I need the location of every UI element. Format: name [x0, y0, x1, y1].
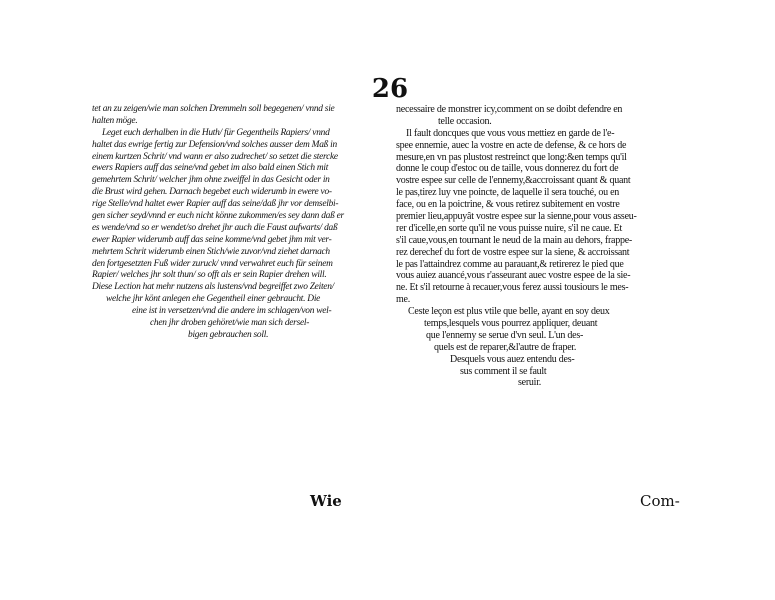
text-line: Diese Lection hat mehr nutzens als lustens/vnd begreiffet zwo Zeiten/ — [92, 282, 335, 293]
text-line: telle occasion. — [438, 115, 492, 127]
text-line: necessaire de monstrer icy,comment on se doibt defendre en — [396, 104, 623, 115]
text-line: halten möge. — [92, 115, 138, 126]
text-line: sus comment il se fault — [460, 365, 547, 377]
text-line: Rapier/ welches jhr solt thun/ so offt als er sein Rapier drehen will. — [92, 270, 327, 281]
text-line: quels est de reparer,&l'autre de fraper. — [434, 341, 577, 353]
text-line: chen jhr droben gehöret/wie man sich dersel- — [150, 318, 310, 329]
german-text-column — [92, 104, 392, 342]
text-line: vostre espee sur celle de l'ennemy,&accroissant quant & quant — [396, 175, 631, 187]
text-line: que l'ennemy se serue d'vn seul. L'un des- — [426, 329, 584, 341]
text-line: ne. Et s'il retourne à recauer,vous ferez aussi tousiours le mes- — [396, 282, 629, 294]
text-line: rige Stelle/vnd haltet ewer Rapier auff das seine/daß jhr vor demselbi- — [92, 199, 339, 210]
text-line: gemehrtem Schrit/ welcher jhm ohne zweiffel in das Gesicht oder in — [92, 175, 330, 186]
text-line: face, ou en la poictrine, & vous retirez subitement en vostre — [396, 199, 620, 211]
text-line: mehrtem Schrit widerumb einen Stich/wie zuvor/vnd ziehet darnach — [92, 246, 330, 257]
text-line: bigen gebrauchen soll. — [188, 329, 269, 340]
text-line: Leget euch derhalben in die Huth/ für Gegentheils Rapiers/ vnnd — [102, 127, 330, 138]
text-line: es wende/vnd so er wendet/so drehet jhr auch die Faust aufwarts/ daß — [92, 222, 338, 233]
text-line: welche jhr könt anlegen ehe Gegentheil einer gebraucht. Die — [106, 294, 321, 305]
text-line: donne le coup d'estoc ou de taille, vous donnerez du fort de — [396, 163, 619, 175]
text-line: seruir. — [518, 377, 541, 389]
text-line: mesure,en vn pas plustost restreinct que long:&en temps qu'il — [396, 151, 627, 163]
text-line: einem kurtzen Schrit/ vnd wann er also zudrechet/ so setzet die stercke — [92, 151, 338, 162]
text-line: Desquels vous auez entendu des- — [450, 353, 575, 365]
page-number: 26 — [371, 74, 409, 104]
text-line: Il fault doncques que vous vous mettiez en garde de l'e- — [406, 127, 615, 139]
text-line: ewer Rapier widerumb auff das seine komme/vnd gebet jhm mit ver- — [92, 234, 332, 245]
text-line: rez derechef du fort de vostre espee sur la siene, & accroissant — [396, 246, 630, 258]
text-line: tet an zu zeigen/wie man solchen Dremmeln soll begegenen/ vnnd sie — [92, 104, 335, 114]
french-text-column — [396, 104, 688, 389]
text-line: me. — [396, 294, 410, 306]
text-line: le pas,tirez luy vne poincte, de laquelle il sera touché, ou en — [396, 187, 620, 199]
catchword-left: Wie — [310, 492, 342, 510]
text-line: vous auiez auancé,vous r'asseurant auec vostre espee de la sie- — [396, 270, 631, 282]
text-line: eine ist in versetzen/vnd die andere im schlagen/von wel- — [132, 306, 332, 317]
text-line: die Brust wird gehen. Darnach begebet euch widerumb in ewere vo- — [92, 187, 332, 198]
text-line: Ceste leçon est plus vtile que belle, ayant en soy deux — [408, 306, 610, 318]
text-line: temps,lesquels vous pourrez appliquer, deuant — [424, 318, 598, 330]
text-line: ewers Rapiers auff das seine/vnd gebet im also bald einen Stich mit — [92, 163, 329, 174]
text-line: gen sicher seyd/vnnd er euch nicht könne zukommen/es sey dann daß er — [92, 211, 344, 222]
text-line: haltet das ewrige fertig zur Defension/vnd solches ausser dem Maß in — [92, 139, 337, 150]
text-line: s'il caue,vous,en tournant le neud de la main au dehors, frappe- — [396, 234, 632, 246]
text-line: spee ennemie, auec la vostre en acte de defense, & ce hors de — [396, 139, 627, 151]
text-line: le pas l'attaindrez comme au parauant,& retirerez le pied que — [396, 258, 624, 270]
catchword-right: Com- — [640, 492, 680, 510]
text-line: den fortgesetzten Fuß wider zuruck/ vnnd verwahret euch für seinem — [92, 258, 333, 269]
text-line: premier lieu,appuyât vostre espee sur la sienne,pour vous asseu- — [396, 211, 637, 223]
text-line: rer d'icelle,en sorte qu'il ne vous puisse nuire, s'il ne caue. Et — [396, 222, 623, 234]
